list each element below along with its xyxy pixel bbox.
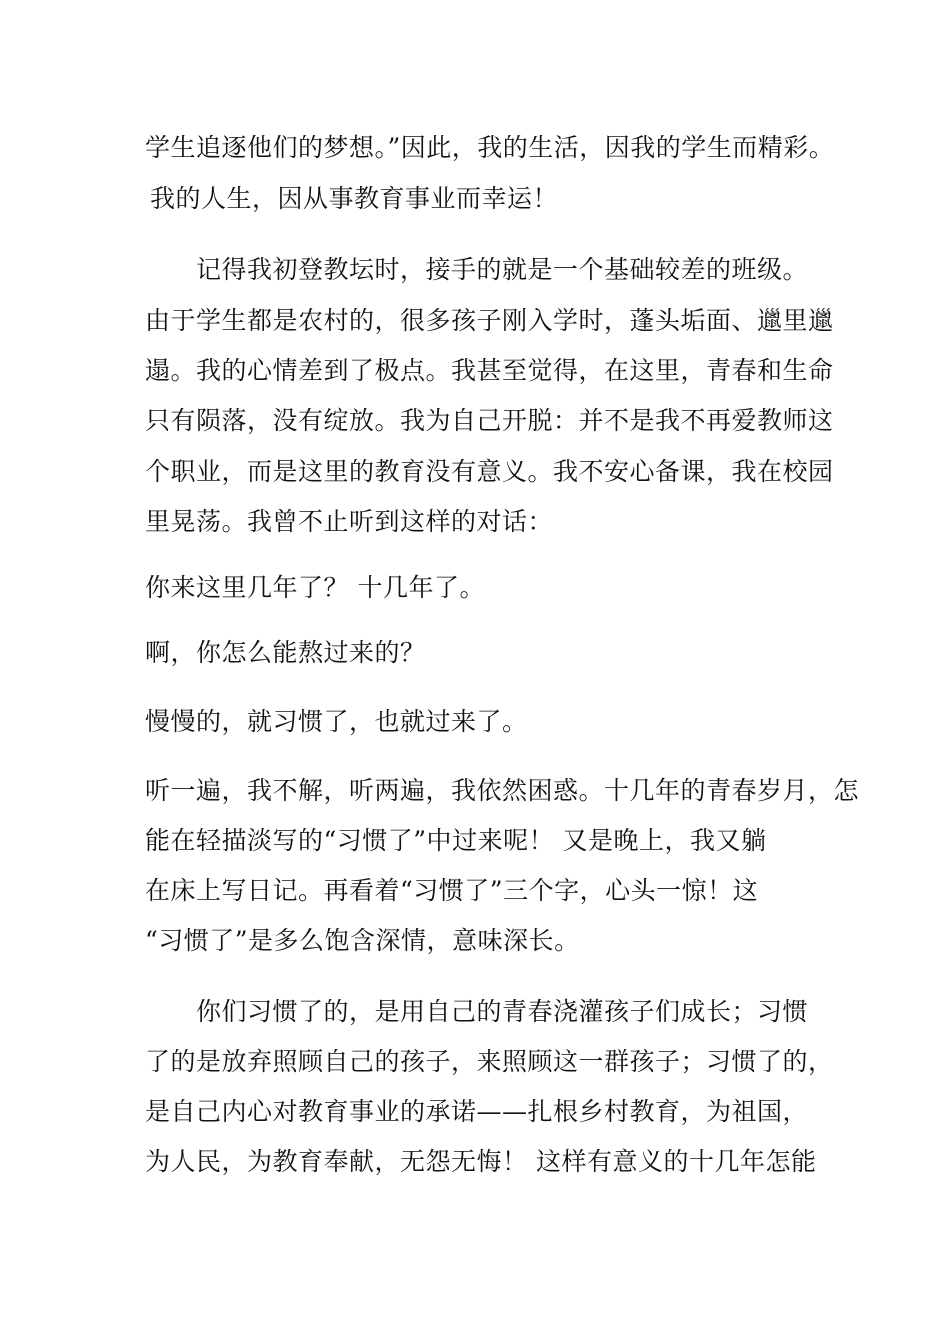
text-line: 听一遍，我不解，听两遍，我依然困惑。十几年的青春岁月，怎 — [145, 776, 860, 805]
paragraph-start-line: 你们习惯了的，是用自己的青春浇灌孩子们成长；习惯 — [196, 997, 809, 1026]
text-line: 个职业，而是这里的教育没有意义。我不安心备课，我在校园 — [145, 457, 834, 486]
dialogue-line: 啊，你怎么能熬过来的？ — [145, 638, 426, 667]
text-line: 为人民，为教育奉献，无怨无悔！ 这样有意义的十几年怎能 — [145, 1147, 817, 1176]
text-line: 学生追逐他们的梦想。”因此，我的生活，因我的学生而精彩。 — [145, 133, 835, 162]
dialogue-line: 慢慢的，就习惯了，也就过来了。 — [145, 707, 528, 736]
text-line: 只有陨落，没有绽放。我为自己开脱：并不是我不再爱教师这 — [145, 406, 834, 435]
text-line: 里晃荡。我曾不止听到这样的对话： — [145, 507, 554, 536]
text-line: “习惯了”是多么饱含深情，意味深长。 — [145, 926, 580, 955]
text-line: 我的人生，因从事教育事业而幸运！ — [150, 184, 559, 213]
text-line: 是自己内心对教育事业的承诺——扎根乡村教育，为祖国， — [145, 1097, 809, 1126]
paragraph-start-line: 记得我初登教坛时，接手的就是一个基础较差的班级。 — [196, 255, 809, 284]
dialogue-line: 你来这里几年了？ 十几年了。 — [145, 573, 485, 602]
text-line: 能在轻描淡写的“习惯了”中过来呢！ 又是晚上，我又躺 — [145, 826, 767, 855]
text-line: 在床上写日记。再看着“习惯了”三个字，心头一惊！这 — [145, 876, 759, 905]
text-line: 遢。我的心情差到了极点。我甚至觉得，在这里，青春和生命 — [145, 356, 834, 385]
text-line: 由于学生都是农村的，很多孩子刚入学时，蓬头垢面、邋里邋 — [145, 306, 834, 335]
text-line: 了的是放弃照顾自己的孩子，来照顾这一群孩子；习惯了的， — [145, 1047, 834, 1076]
